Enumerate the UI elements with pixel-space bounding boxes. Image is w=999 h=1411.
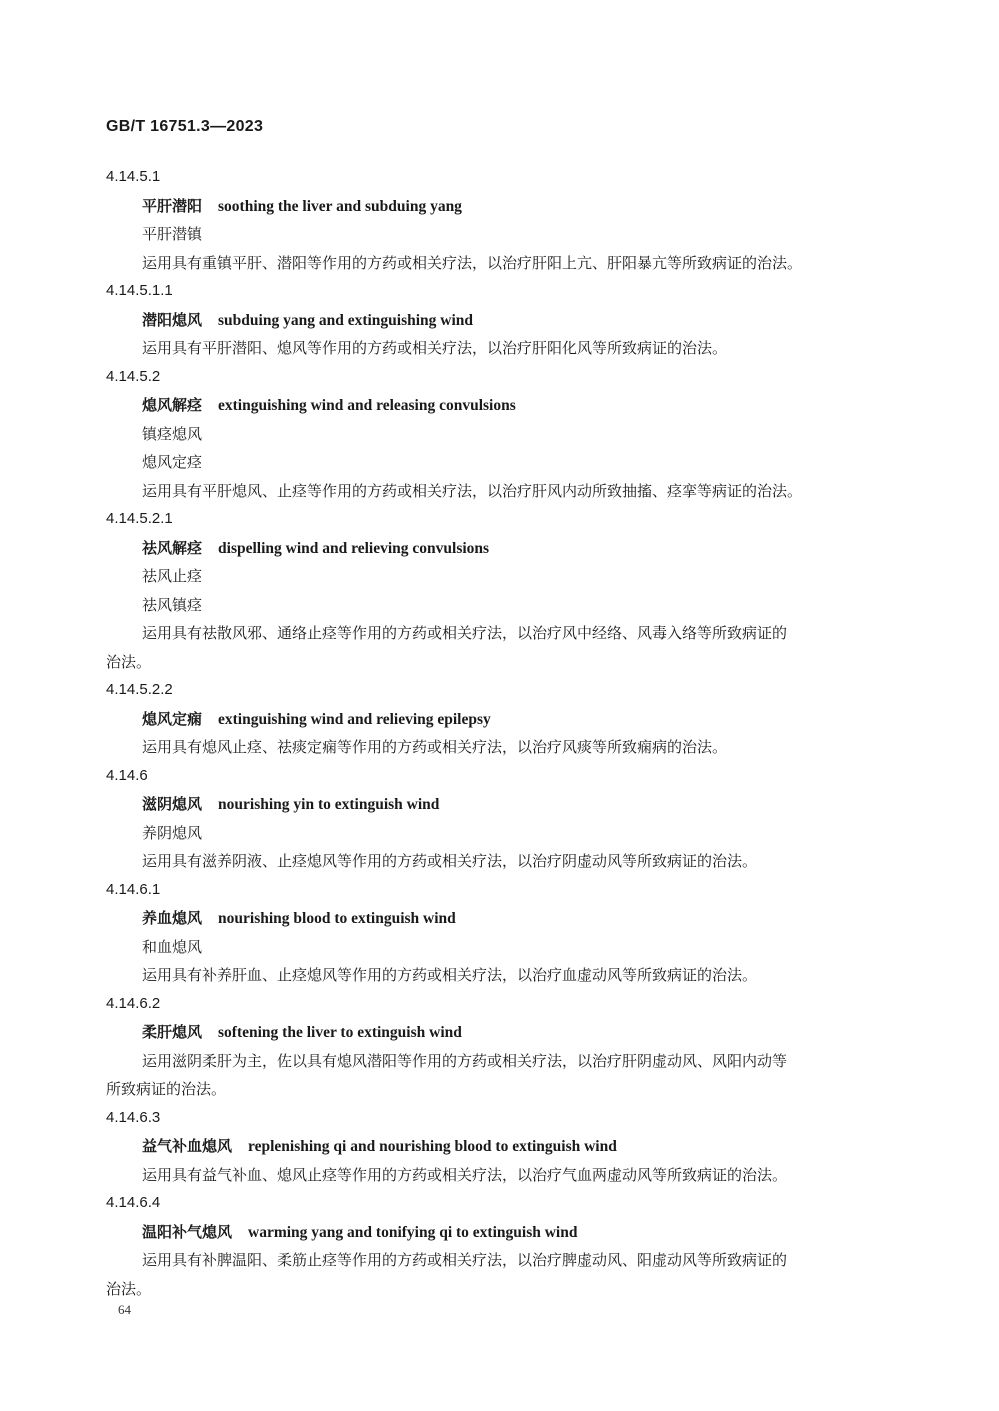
term-zh: 柔肝熄风	[142, 1023, 203, 1041]
entry-number: 4.14.5.1	[106, 168, 161, 185]
entry-definition: 运用具有熄风止痉、祛痰定痫等作用的方药或相关疗法，以治疗风痰等所致痫病的治法。	[142, 738, 728, 756]
entry-definition: 运用具有益气补血、熄风止痉等作用的方药或相关疗法，以治疗气血两虚动风等所致病证的治法。	[142, 1165, 788, 1184]
entry-term	[106, 306, 896, 335]
entry-term	[106, 534, 896, 563]
term-en: soothing the liver and subduing yang	[218, 197, 462, 215]
entry-term	[106, 1218, 896, 1247]
entry-definition-line: 治法。	[106, 1279, 152, 1298]
entry-definition: 运用具有补养肝血、止痉熄风等作用的方药或相关疗法，以治疗血虚动风等所致病证的治法。	[142, 966, 758, 984]
entry-synonym: 祛风镇痉	[142, 595, 203, 614]
entry-definition: 运用具有滋养阴液、止痉熄风等作用的方药或相关疗法，以治疗阴虚动风等所致病证的治法。	[142, 852, 758, 870]
term-zh: 滋阴熄风	[142, 795, 203, 813]
term-en: extinguishing wind and releasing convulsions	[218, 397, 516, 414]
entry-synonym: 和血熄风	[142, 937, 203, 956]
term-en: nourishing yin to extinguish wind	[218, 796, 440, 813]
entry-number: 4.14.6.1	[106, 880, 161, 898]
entry-synonym: 祛风止痉	[142, 567, 203, 585]
entry-term	[106, 1018, 896, 1047]
entry-number: 4.14.5.2.2	[106, 681, 173, 698]
term-zh: 温阳补气熄风	[142, 1222, 233, 1241]
entry-definition: 运用具有平肝熄风、止痉等作用的方药或相关疗法，以治疗肝风内动所致抽搐、痉挛等病证的治法。	[142, 481, 803, 500]
term-en: nourishing blood to extinguish wind	[218, 910, 456, 927]
entry-term	[106, 904, 896, 933]
entry-definition-line: 运用具有补脾温阳、柔筋止痉等作用的方药或相关疗法，以治疗脾虚动风、阳虚动风等所致病证的	[142, 1251, 788, 1269]
entry-term	[106, 192, 896, 221]
term-en: warming yang and tonifying qi to extinguish wind	[248, 1223, 578, 1241]
entry-synonym: 镇痉熄风	[142, 424, 203, 443]
entry-term	[106, 790, 896, 819]
entry-term	[106, 705, 896, 734]
entry-definition: 运用具有平肝潜阳、熄风等作用的方药或相关疗法，以治疗肝阳化风等所致病证的治法。	[142, 339, 728, 357]
entry-synonym: 养阴熄风	[142, 823, 203, 842]
entry-term	[106, 1132, 896, 1161]
standard-code: GB/T 16751.3—2023	[106, 118, 264, 135]
document-body	[106, 163, 896, 1303]
entry-number: 4.14.5.2	[106, 367, 161, 385]
entry-synonym: 熄风定痉	[142, 453, 203, 471]
entry-definition-line: 运用滋阴柔肝为主，佐以具有熄风潜阳等作用的方药或相关疗法，以治疗肝阴虚动风、风阳内动等	[142, 1051, 788, 1070]
entry-term	[106, 391, 896, 420]
entry-definition-line: 运用具有祛散风邪、通络止痉等作用的方药或相关疗法，以治疗风中经络、风毒入络等所致病证的	[142, 624, 788, 642]
entry-number: 4.14.5.1.1	[106, 282, 173, 299]
entry-number: 4.14.6.3	[106, 1108, 161, 1126]
term-en: softening the liver to extinguish wind	[218, 1024, 462, 1041]
term-zh: 平肝潜阳	[142, 196, 203, 215]
term-en: extinguishing wind and relieving epilepsy	[218, 710, 491, 728]
term-zh: 潜阳熄风	[142, 310, 203, 329]
term-zh: 熄风定痫	[142, 709, 203, 728]
entry-definition-line: 所致病证的治法。	[106, 1080, 227, 1098]
entry-number: 4.14.6	[106, 766, 148, 784]
entry-definition: 运用具有重镇平肝、潜阳等作用的方药或相关疗法，以治疗肝阳上亢、肝阳暴亢等所致病证的治法。	[142, 253, 803, 272]
entry-number: 4.14.6.2	[106, 994, 161, 1012]
term-en: replenishing qi and nourishing blood to extinguish wind	[248, 1138, 617, 1155]
entry-number: 4.14.5.2.1	[106, 510, 173, 527]
entry-definition-line: 治法。	[106, 652, 152, 671]
term-en: dispelling wind and relieving convulsions	[218, 539, 490, 557]
term-zh: 祛风解痉	[142, 538, 203, 557]
term-zh: 益气补血熄风	[142, 1137, 233, 1155]
term-zh: 熄风解痉	[142, 396, 203, 414]
entry-number: 4.14.6.4	[106, 1194, 161, 1211]
page-number: 64	[118, 1302, 131, 1317]
term-zh: 养血熄风	[142, 909, 203, 927]
term-en: subduing yang and extinguishing wind	[218, 311, 474, 329]
entry-synonym: 平肝潜镇	[142, 225, 203, 243]
